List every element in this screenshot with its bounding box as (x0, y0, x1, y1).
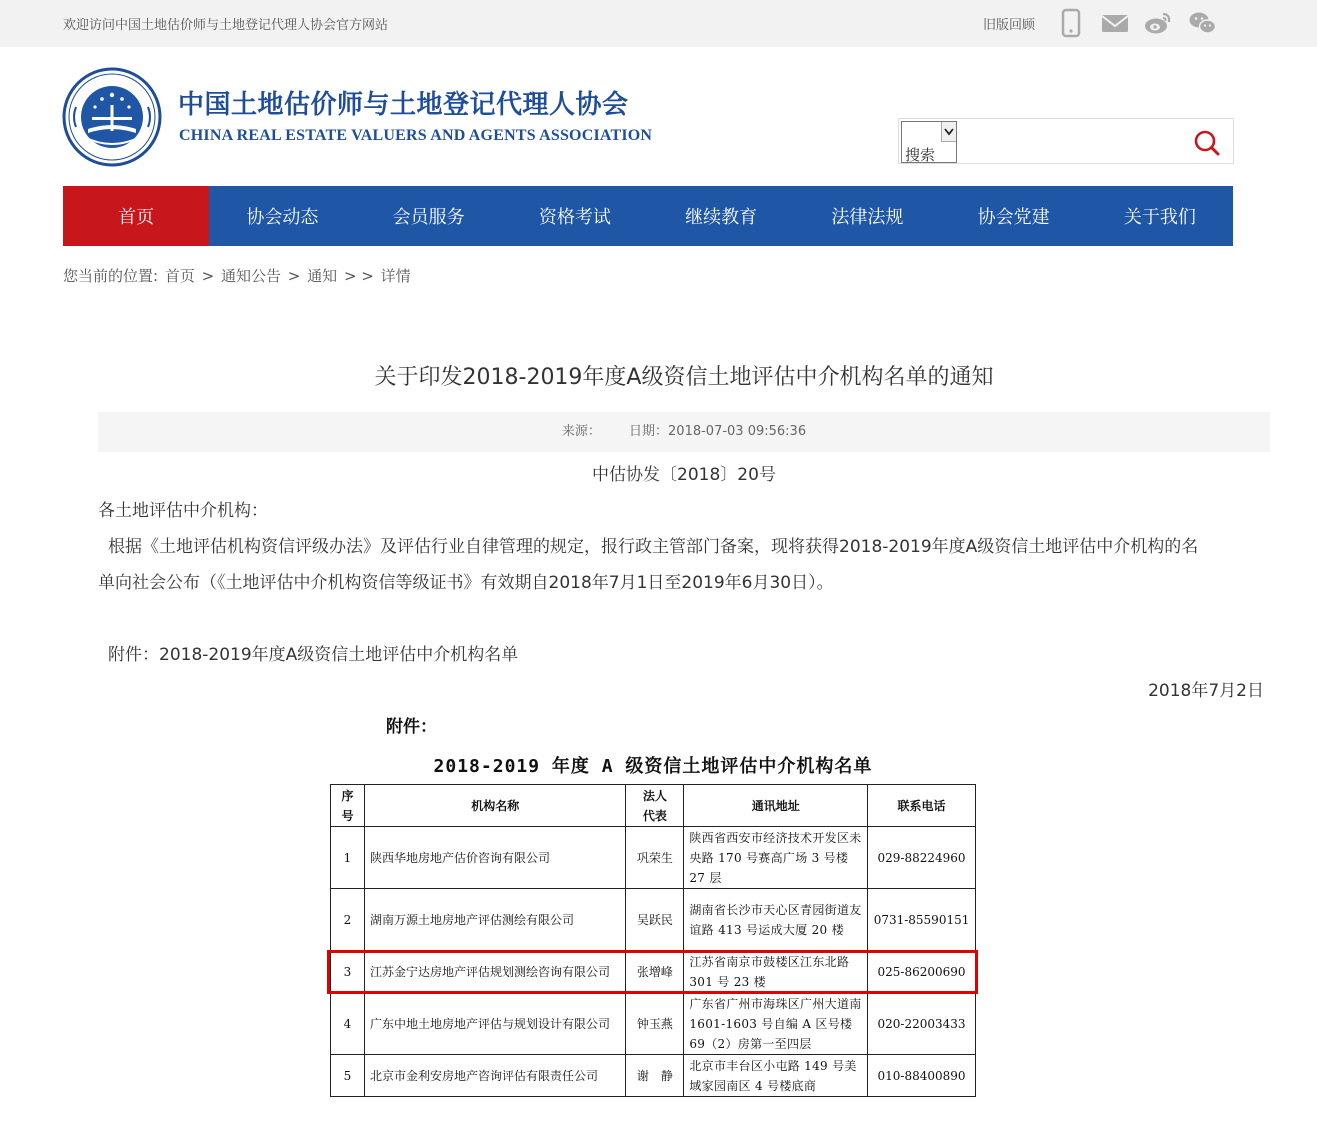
nav-item-news[interactable]: 协会动态 (246, 207, 319, 228)
attachment-heading: 附件： (386, 717, 437, 737)
breadcrumb-home[interactable]: 首页 (164, 267, 195, 285)
cell-address: 湖南省长沙市天心区青园街道友谊路 413 号运成大厦 20 楼 (684, 889, 868, 951)
cell-phone: 0731-85590151 (868, 889, 976, 951)
nav-item-education[interactable]: 继续教育 (685, 207, 758, 228)
cell-no: 1 (331, 827, 365, 889)
header-address: 通讯地址 (684, 785, 868, 827)
weibo-icon[interactable] (1143, 8, 1173, 38)
breadcrumb (63, 265, 413, 286)
welcome-text: 欢迎访问中国土地估价师与土地登记代理人协会官方网站 (63, 18, 389, 33)
mail-icon[interactable] (1100, 8, 1130, 38)
document-number: 中估协发〔2018〕20号 (592, 465, 776, 485)
breadcrumb-detail: 详情 (380, 267, 411, 285)
breadcrumb-notices[interactable]: 通知公告 (221, 267, 282, 285)
table-header-row (331, 785, 976, 827)
cell-rep: 谢 静 (626, 1055, 684, 1097)
search-icon[interactable] (1193, 129, 1221, 157)
table-row (331, 993, 976, 1055)
cell-phone: 029-88224960 (868, 827, 976, 889)
site-title-en: CHINA REAL ESTATE VALUERS AND AGENTS ASSOCIATION (179, 127, 653, 144)
cell-address: 北京市丰台区小屯路 149 号美域家园南区 4 号楼底商 (684, 1055, 868, 1097)
cell-rep: 吴跃民 (626, 889, 684, 951)
search-select-label: 搜索 (905, 146, 936, 164)
cell-rep: 巩荣生 (626, 827, 684, 889)
main-nav (63, 186, 1233, 246)
cell-no: 4 (331, 993, 365, 1055)
cell-name: 广东中地土地房地产评估与规划设计有限公司 (364, 993, 625, 1055)
body-paragraph: 单向社会公布（《土地评估中介机构资信等级证书》有效期自2018年7月1日至2019年6月30日）。 (98, 573, 834, 593)
cell-name: 陕西华地房地产估价咨询有限公司 (364, 827, 625, 889)
nav-item-about[interactable]: 关于我们 (1123, 207, 1196, 228)
cell-address: 陕西省西安市经济技术开发区未央路 170 号赛高广场 3 号楼 27 层 (684, 827, 868, 889)
cell-address: 江苏省南京市鼓楼区江东北路 301 号 23 楼 (684, 951, 868, 993)
cell-name: 江苏金宁达房地产评估规划测绘咨询有限公司 (364, 951, 625, 993)
article-title: 关于印发2018-2019年度A级资信土地评估中介机构名单的通知 (374, 365, 994, 390)
article-meta (98, 412, 1270, 452)
site-header (0, 47, 1317, 186)
search-box (898, 118, 1234, 164)
breadcrumb-separator: > (287, 267, 301, 285)
cell-no: 3 (331, 951, 365, 993)
table-row (331, 827, 976, 889)
article-date: 日期：2018-07-03 09:56:36 (629, 424, 807, 439)
cell-phone: 010-88400890 (868, 1055, 976, 1097)
nav-item-laws[interactable]: 法律法规 (831, 207, 904, 228)
search-type-select[interactable] (901, 121, 957, 163)
wechat-icon[interactable] (1188, 8, 1218, 38)
sign-date: 2018年7月2日 (1148, 681, 1264, 701)
nav-item-member-services[interactable]: 会员服务 (392, 207, 465, 228)
attachment-line: 附件：2018-2019年度A级资信土地评估中介机构名单 (108, 645, 519, 665)
breadcrumb-notice[interactable]: 通知 (307, 267, 338, 285)
breadcrumb-separator: > (201, 267, 215, 285)
top-bar (0, 0, 1317, 47)
agency-table (330, 784, 976, 1097)
body-paragraph: 根据《土地评估机构资信评级办法》及评估行业自律管理的规定，报行政主管部门备案，现将获得2018-2019年度A级资信土地评估中介机构的名 (108, 537, 1199, 557)
table-row (331, 951, 976, 993)
breadcrumb-prefix: 您当前的位置: (63, 267, 159, 285)
old-site-link[interactable]: 旧版回顾 (983, 18, 1036, 33)
cell-phone: 020-22003433 (868, 993, 976, 1055)
search-input[interactable] (961, 123, 1181, 161)
cell-address: 广东省广州市海珠区广州大道南 1601-1603 号自编 A 区号楼 69（2）房第一至四层 (684, 993, 868, 1055)
cell-rep: 钟玉燕 (626, 993, 684, 1055)
cell-name: 湖南万源土地房地产评估测绘有限公司 (364, 889, 625, 951)
table-row (331, 889, 976, 951)
breadcrumb-separator: > > (343, 267, 374, 285)
article-source: 来源： (561, 424, 601, 439)
header-phone: 联系电话 (868, 785, 976, 827)
nav-item-home[interactable]: 首页 (63, 186, 209, 246)
nav-item-exams[interactable]: 资格考试 (538, 207, 611, 228)
header-rep: 法人 代表 (626, 785, 684, 827)
chevron-down-icon (941, 122, 956, 142)
table-title: 2018-2019 年度 A 级资信土地评估中介机构名单 (433, 756, 873, 777)
association-logo-icon[interactable] (62, 67, 162, 167)
table-row (331, 1055, 976, 1097)
cell-no: 2 (331, 889, 365, 951)
cell-rep: 张增峰 (626, 951, 684, 993)
cell-name: 北京市金利安房地产咨询评估有限责任公司 (364, 1055, 625, 1097)
mobile-icon[interactable] (1056, 8, 1086, 38)
header-name: 机构名称 (364, 785, 625, 827)
cell-no: 5 (331, 1055, 365, 1097)
nav-item-party[interactable]: 协会党建 (977, 207, 1050, 228)
site-title-cn: 中国土地估价师与土地登记代理人协会 (178, 90, 629, 120)
header-no: 序 号 (331, 785, 365, 827)
cell-phone: 025-86200690 (868, 951, 976, 993)
salutation: 各土地评估中介机构： (98, 501, 268, 521)
